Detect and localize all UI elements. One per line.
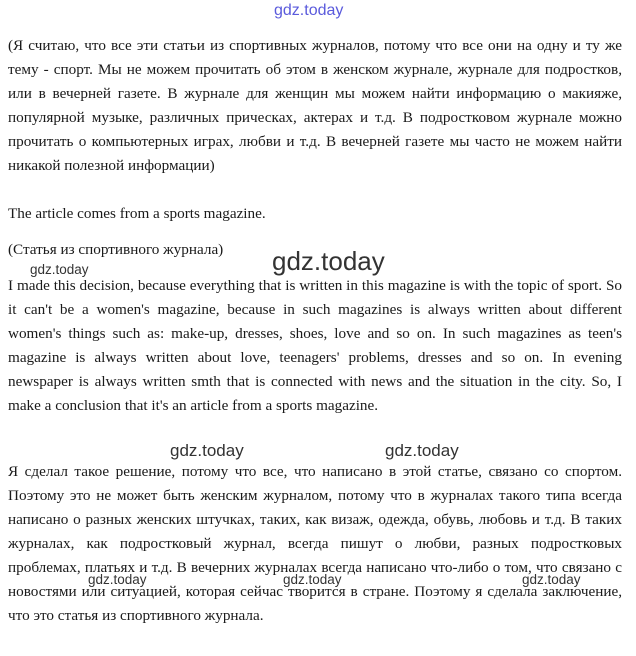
watermark-bottom-center: gdz.today [283, 572, 342, 587]
watermark-top: gdz.today [274, 2, 344, 19]
watermark-mid-left: gdz.today [170, 441, 244, 460]
watermark-mid-right: gdz.today [385, 441, 459, 460]
paragraph-russian-opinion: (Я считаю, что все эти статьи из спортивных журналов, потому что все они на одну и ту же тему - спорт. Мы не можем прочитать об этом в женском журнале, журнале для подростков, или в вечерней газете. В журнале для женщин мы можем найти информацию о макияже, популярной музыке, различных прическах, актерах и т.д. В подростковом журнале можно прочитать о компьютерных играх, любви и т.д. В вечерней газете мы часто не можем найти никакой полезной информации) [8, 37, 622, 174]
watermark-left: gdz.today [30, 262, 89, 277]
watermark-bottom-right: gdz.today [522, 572, 581, 587]
paragraph-english-reasoning: I made this decision, because everything that is written in this magazine is with the topic of sport. So it can't be a women's magazine, because in such magazines is always written about different women's things such as: make-up, dresses, shoes, love and so on. In such magazines as teen's magazine is always written about love, teenagers' problems, dresses and so on. In evening newspaper is always written smth that is connected with news and the situation in the city. So, I make a conclusion that it's an article from a sports magazine. [8, 277, 622, 414]
watermark-bottom-left: gdz.today [88, 572, 147, 587]
paragraph-english-answer: The article comes from a sports magazine. [8, 205, 266, 222]
watermark-large: gdz.today [272, 246, 385, 276]
paragraph-russian-reasoning: Я сделал такое решение, потому что все, что написано в этой статье, связано со спортом. Поэтому это не может быть женским журналом, потому что в журналах такого типа всегда написано о разных женских штучках, таких, как визаж, одежда, обувь, любовь и т.д. В таких журналах, как подростковый журнал, всегда пишут о любви, разных подростковых проблемах, платьях и т.д. В вечерних журналах всегда написано что-либо о том, что связано с новостями или ситуацией, которая сейчас творится в стране. Поэтому я сделала заключение, что это статья из спортивного журнала. [8, 463, 622, 624]
paragraph-russian-answer: (Статья из спортивного журнала) [8, 241, 224, 258]
